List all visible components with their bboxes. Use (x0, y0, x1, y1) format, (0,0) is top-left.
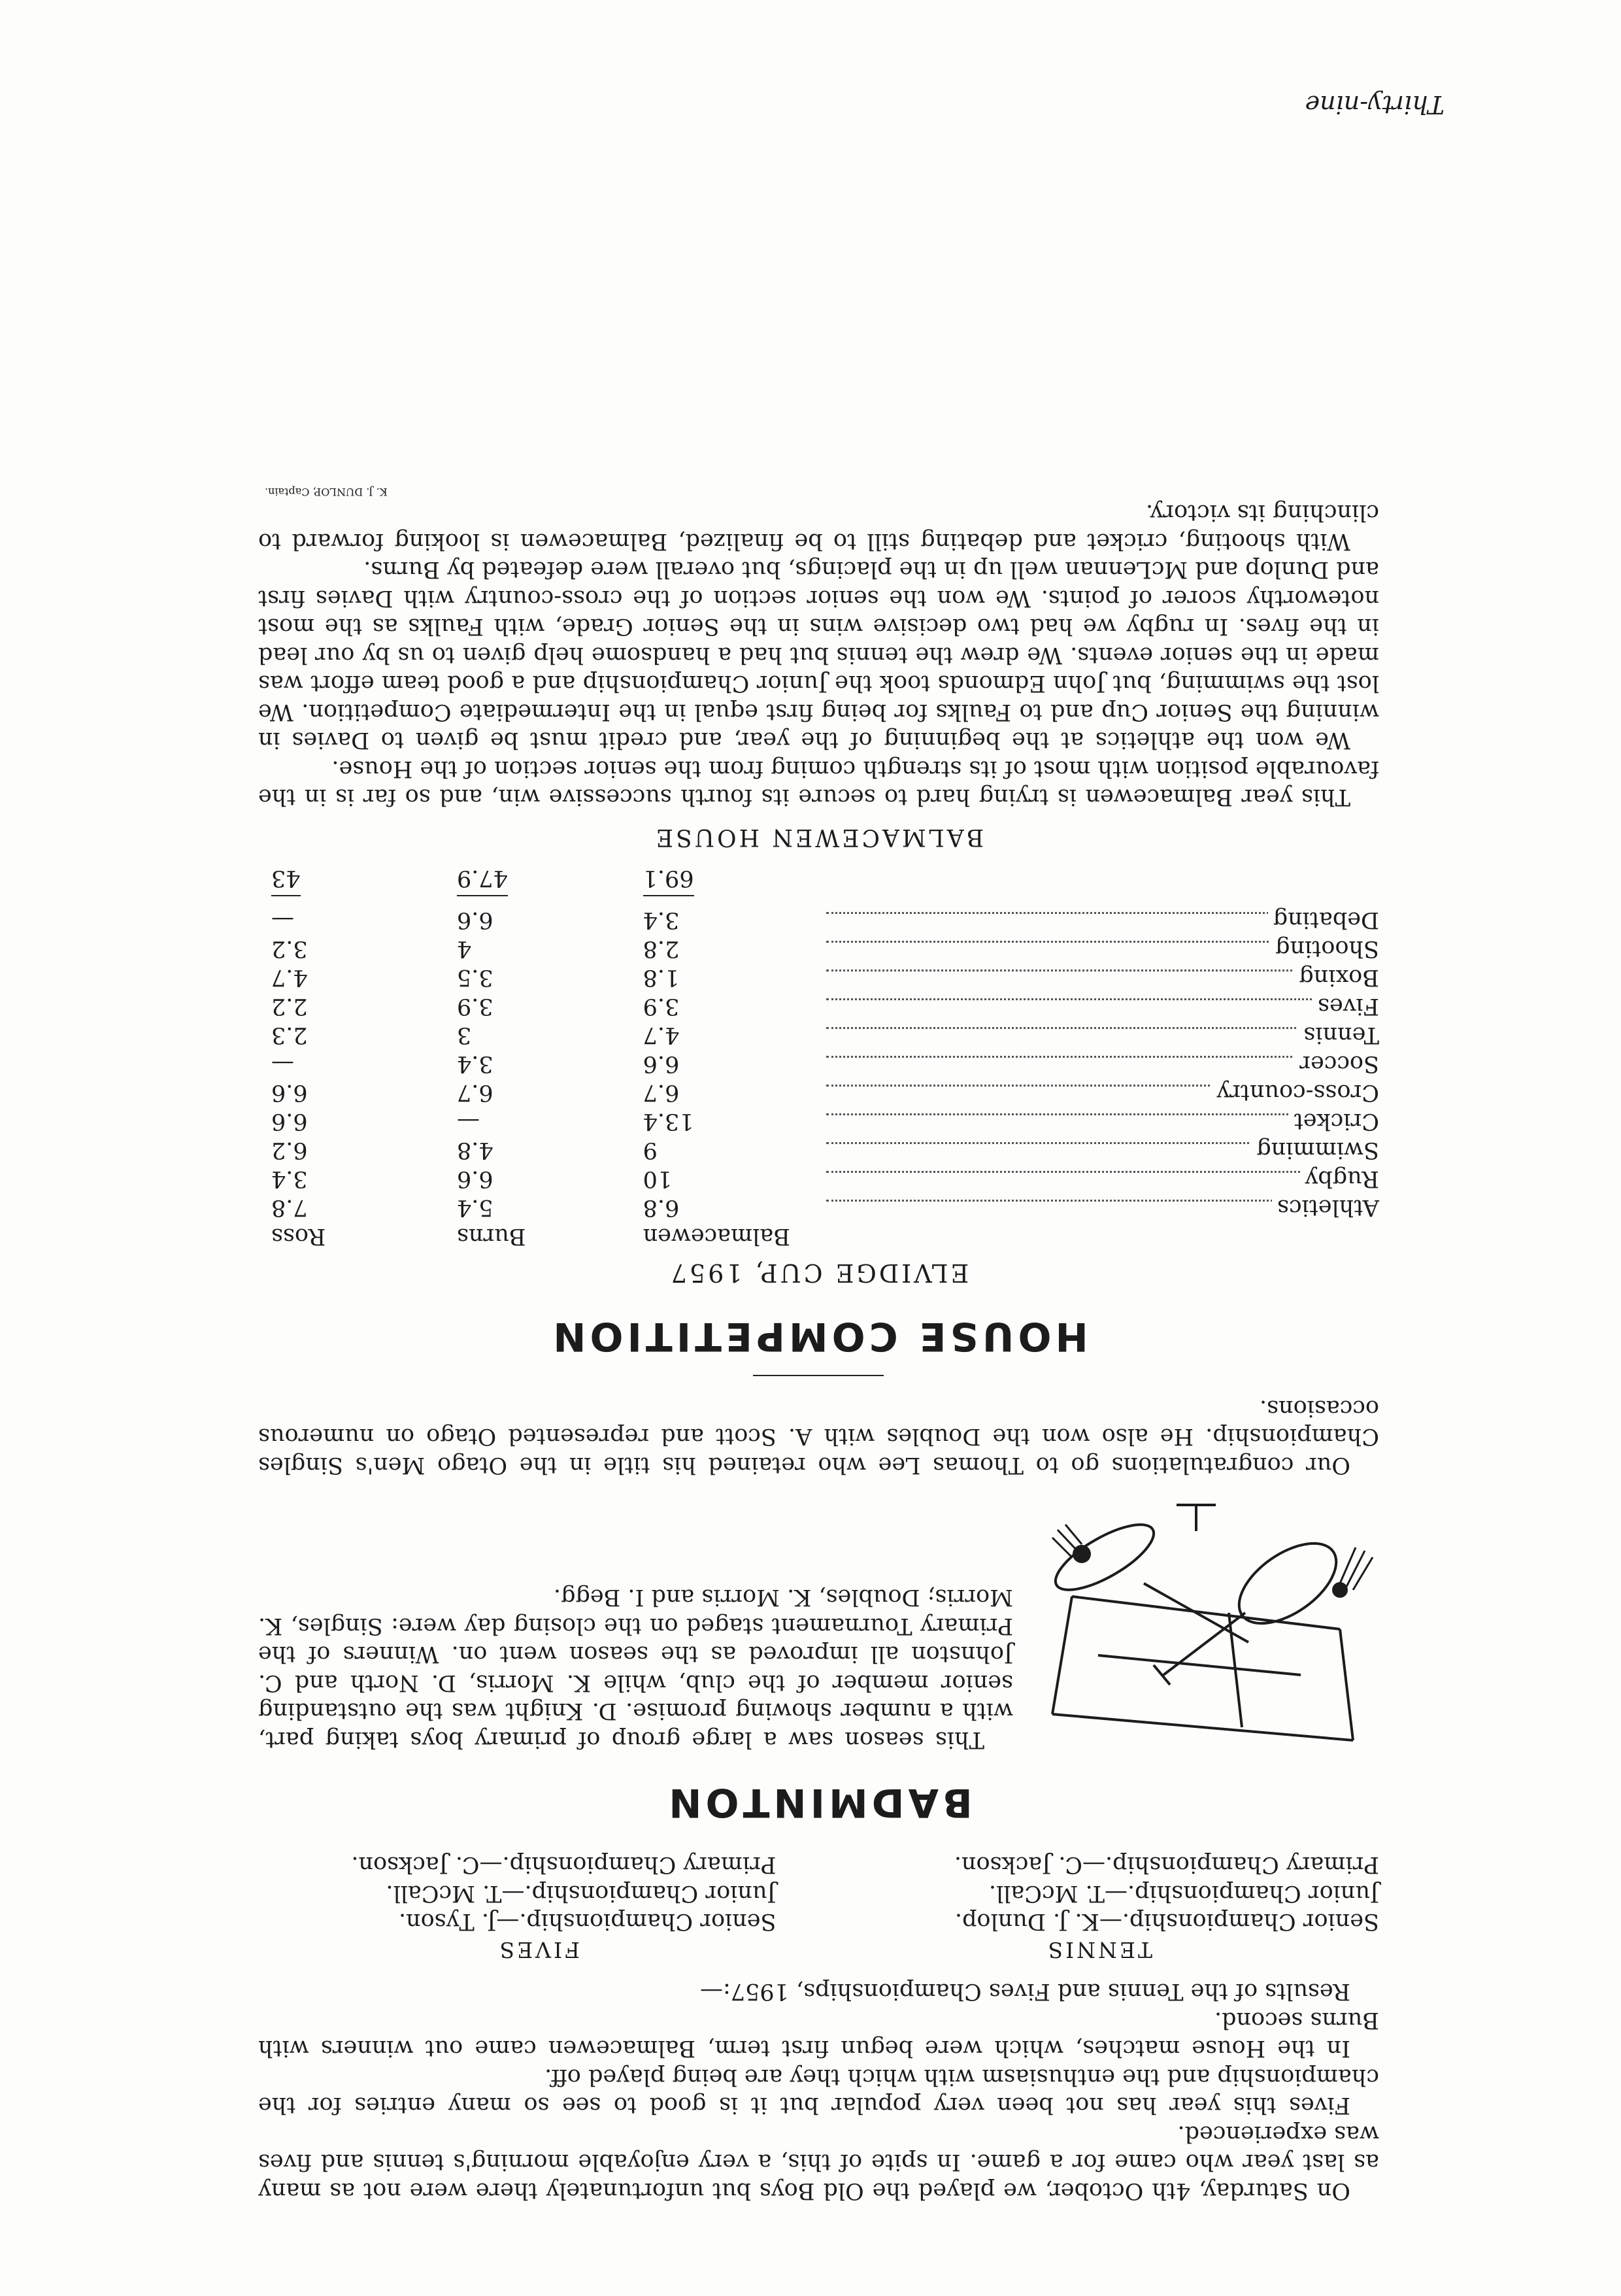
badminton-section (258, 1479, 1379, 1753)
championship-results (258, 1850, 1379, 1936)
total-cell: 47.9 (457, 866, 508, 897)
championship-row (258, 1850, 1379, 1879)
badminton-text (258, 1583, 1013, 1753)
event-name: Fives (1312, 994, 1379, 1020)
event-name: Athletics (1272, 1195, 1379, 1221)
column-header: Ross (271, 1223, 326, 1250)
paragraph: This year Balmacewen is trying hard to secure its fourth successive win, and so far is in the favourable position with most of its strength coming from the senior section of the House. (258, 756, 1379, 811)
score-cell: 3 (456, 1022, 472, 1049)
score-cell: 2.3 (271, 1022, 308, 1049)
house-competition-heading: HOUSE COMPETITION (549, 1313, 1088, 1360)
table-row (258, 1050, 1379, 1079)
results-table (258, 866, 1379, 1251)
paragraph: We won the athletics at the beginning of the year, and credit must be given to Davies in winning the Senior Cup and to Faulks for being first equal in the Intermediate Competition. We lost the swimming, but John Edmonds took the Junior Championship and a good team effort was made in the senior events. We drew the tennis but had a handsome help given to us by our lead in the fives. In rugby we had two decisive wins in the Senior Grade, with Faulks as the most noteworthy scorer of points. We won the senior section of the cross-country with Davies first and Dunlop and McLennan well up in the placings, but overall were defeated by Burns. (258, 556, 1379, 754)
score-cell: 3.9 (643, 993, 680, 1020)
tennis-result: Primary Championship.—C. Jackson. (954, 1851, 1379, 1878)
event-name: Soccer (1294, 1051, 1379, 1077)
table-row (258, 1079, 1379, 1107)
event-name: Debating (1268, 907, 1379, 934)
badminton-heading: BADMINTON (665, 1780, 973, 1825)
table-row (258, 1194, 1379, 1223)
event-name: Shooting (1270, 936, 1379, 962)
table-row (258, 1165, 1379, 1194)
score-cell: 3.9 (456, 993, 493, 1020)
score-cell: 2.8 (643, 936, 680, 962)
score-cell: 13.4 (643, 1108, 694, 1135)
fives-heading: FIVES (497, 1937, 580, 1963)
event-name: Swimming (1251, 1138, 1379, 1164)
table-row (258, 1107, 1379, 1136)
cup-title: ELVIDGE CUP, 1957 (668, 1258, 969, 1288)
score-cell: 6.7 (456, 1079, 493, 1106)
badminton-racquets-icon (1039, 1492, 1379, 1753)
score-cell: 3.4 (643, 907, 680, 934)
fives-result: Primary Championship.—C. Jackson. (351, 1851, 777, 1878)
table-header-row (258, 1223, 1379, 1251)
paragraph: Results of the Tennis and Fives Championships, 1957:— (700, 1978, 1350, 2005)
paragraph: Fives this year has not been very popular but it is good to see so many entries for the championship and the enthusiasm with which they are being played off. (258, 2064, 1379, 2119)
score-cell: 10 (643, 1166, 673, 1192)
championship-row (258, 1907, 1379, 1936)
paragraph: With shooting, cricket and debating still to be finalized, Balmacewen is looking forward to clinching its victory. (258, 499, 1379, 554)
score-cell: 3.4 (456, 1051, 493, 1077)
score-cell: 3.2 (271, 936, 308, 962)
event-name: Cross-country (1211, 1080, 1379, 1106)
paragraph: This season saw a large group of primary boys taking part, with a number showing promise. D. Knight was the outstanding senior member of the club, while K. Morris, D. North and C. Johnston all improved as the season went on. Winners of the Primary Tournament staged on the closing day were: Singles, K. Morris; Doubles, K. Morris and I. Begg. (258, 1584, 1013, 1753)
score-cell: 4.7 (643, 1022, 680, 1049)
score-cell: 3.4 (271, 1166, 308, 1192)
score-cell: 7.8 (271, 1194, 308, 1221)
tennis-heading: TENNIS (1045, 1937, 1152, 1963)
score-cell: 6.6 (643, 1051, 680, 1077)
table-row (258, 992, 1379, 1021)
event-name: Tennis (1298, 1022, 1379, 1049)
score-cell: — (456, 1108, 480, 1135)
event-name: Rugby (1300, 1166, 1379, 1192)
paragraph: On Saturday, 4th October, we played the Old Boys but unfortunately there were not as many as last year who came for a game. In spite of this, a very enjoyable morning's tennis and fives was experienced. (258, 2121, 1379, 2204)
text-column (258, 486, 1379, 2204)
score-cell: 9 (643, 1137, 658, 1164)
captain-signature: K. J. DUNLOP, Captain. (265, 486, 388, 498)
score-cell: 6.8 (643, 1194, 680, 1221)
score-cell: 5.4 (456, 1194, 493, 1221)
score-cell: 1.8 (643, 964, 680, 991)
paragraph: In the House matches, which were begun first term, Balmacewen came out winners with Burns second. (258, 2007, 1379, 2062)
total-cell: 43 (271, 866, 301, 897)
signature-line (258, 486, 1379, 498)
table-row (258, 935, 1379, 964)
divider (754, 1376, 884, 1377)
page-number: Thirty-nine (1305, 90, 1445, 119)
score-cell: 2.2 (271, 993, 308, 1020)
event-name: Boxing (1294, 965, 1379, 991)
table-row (258, 1021, 1379, 1050)
tennis-result: Senior Championship.—K. J. Dunlop. (954, 1908, 1379, 1935)
table-row (258, 964, 1379, 992)
column-header: Balmacewen (643, 1223, 791, 1250)
total-cell: 69.1 (643, 866, 694, 897)
score-cell: 6.6 (271, 1079, 308, 1106)
score-cell: — (271, 1051, 294, 1077)
score-cell: — (271, 907, 294, 934)
fives-result: Senior Championship.—J. Tyson. (398, 1908, 777, 1935)
column-header: Burns (456, 1223, 526, 1250)
score-cell: 6.7 (643, 1079, 680, 1106)
championship-headings (258, 1936, 1379, 1974)
totals-row (258, 866, 1379, 906)
score-cell: 6.6 (271, 1108, 308, 1135)
fives-result: Junior Championship.—T. McCall. (386, 1880, 777, 1906)
score-cell: 4.7 (271, 964, 308, 991)
balmacewen-report (258, 486, 1379, 811)
table-row (258, 1136, 1379, 1165)
score-cell: 6.6 (456, 907, 493, 934)
score-cell: 6.6 (456, 1166, 493, 1192)
paragraph: Our congratulations go to Thomas Lee who retained his title in the Otago Men's Singles Championship. He also won the Doubles with A. Scott and represented Otago on numerous occasions. (258, 1395, 1379, 1478)
score-cell: 6.2 (271, 1137, 308, 1164)
balmacewen-heading: BALMACEWEN HOUSE (653, 824, 984, 851)
score-cell: 3.5 (456, 964, 493, 991)
event-name: Cricket (1289, 1109, 1379, 1135)
score-cell: 4 (456, 936, 472, 962)
score-cell: 4.8 (456, 1137, 493, 1164)
table-row (258, 906, 1379, 935)
championship-row (258, 1879, 1379, 1908)
tennis-result: Junior Championship.—T. McCall. (988, 1880, 1379, 1906)
